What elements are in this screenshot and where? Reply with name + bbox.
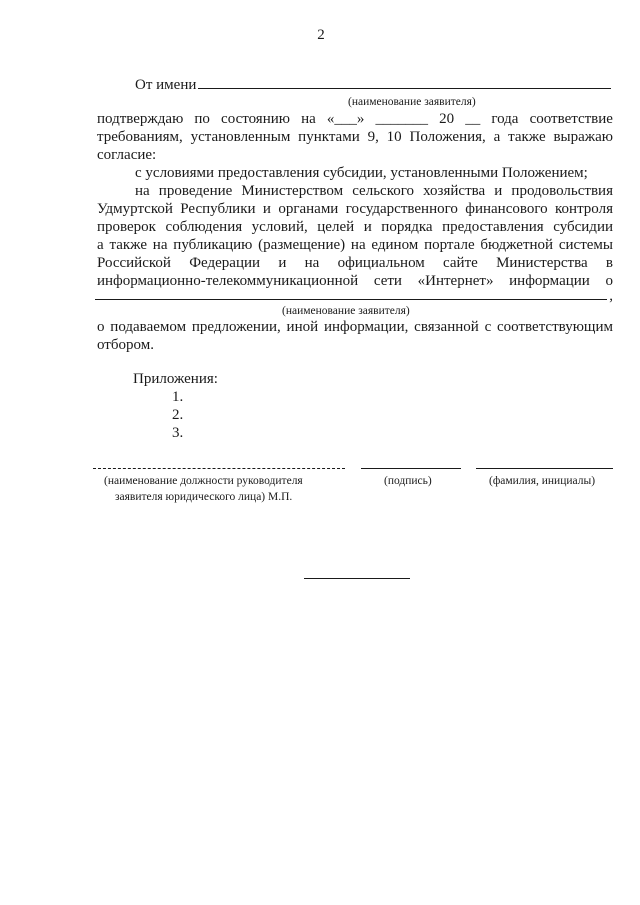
position-caption-2: заявителя юридического лица) М.П. bbox=[115, 491, 293, 503]
attachment-item-1: 1. bbox=[172, 389, 184, 405]
consent-item-2-line-2: Удмуртской Республики и органами государственного финансового контроля bbox=[97, 201, 613, 217]
word: года bbox=[491, 111, 519, 127]
consent-item-2-line-4: а также на публикацию (размещение) на едином портале бюджетной системы bbox=[97, 237, 613, 253]
from-applicant-row bbox=[135, 76, 613, 94]
position-caption-1: (наименование должности руководителя bbox=[104, 475, 303, 487]
position-signature-line bbox=[93, 468, 345, 469]
word: соответствие bbox=[529, 111, 613, 127]
word: по bbox=[194, 111, 210, 127]
applicant-caption: (наименование заявителя) bbox=[348, 96, 476, 108]
name-line bbox=[476, 468, 613, 469]
word: состоянию bbox=[221, 111, 290, 127]
attachment-item-2: 2. bbox=[172, 407, 184, 423]
proposal-line-2: отбором. bbox=[97, 337, 154, 353]
consent-item-2-line-6: информационно-телекоммуникационной сети «Интернет» информации о bbox=[97, 273, 613, 289]
word: на bbox=[301, 111, 316, 127]
consent-item-2-line-5: Российской Федерации и на официальном сайте Министерства в bbox=[97, 255, 613, 271]
confirm-line-1 bbox=[97, 110, 613, 128]
closing-rule bbox=[304, 578, 410, 579]
signature-line bbox=[361, 468, 461, 469]
word: подтверждаю bbox=[97, 111, 184, 127]
day-blank: «___» bbox=[326, 111, 365, 127]
attachments-label: Приложения: bbox=[133, 371, 218, 387]
page-number: 2 bbox=[317, 27, 325, 43]
name-caption: (фамилия, инициалы) bbox=[489, 475, 596, 487]
applicant-blank-row bbox=[95, 287, 613, 305]
confirm-line-3: согласие: bbox=[97, 147, 157, 163]
word: 20 bbox=[439, 111, 455, 127]
applicant-name-blank bbox=[198, 88, 611, 89]
attachment-item-3: 3. bbox=[172, 425, 184, 441]
consent-item-2-line-3: проверок соблюдения условий, целей и порядка предоставления субсидии bbox=[97, 219, 613, 235]
proposal-line-1: о подаваемом предложении, иной информации, связанной с соответствующим bbox=[97, 319, 613, 335]
month-blank: _______ bbox=[375, 111, 428, 127]
consent-item-1: с условиями предоставления субсидии, установленными Положением; bbox=[135, 165, 588, 181]
applicant-caption-2: (наименование заявителя) bbox=[282, 305, 410, 317]
comma: , bbox=[609, 288, 613, 304]
year-blank: __ bbox=[465, 111, 481, 127]
confirm-line-2: требованиям, установленным пунктами 9, 10 Положения, а также выражаю bbox=[97, 129, 613, 145]
consent-item-2-line-1: на проведение Министерством сельского хозяйства и продовольствия bbox=[135, 183, 613, 199]
signature-caption: (подпись) bbox=[384, 475, 432, 487]
from-label: От имени bbox=[135, 77, 197, 93]
applicant-name-blank-2 bbox=[95, 299, 607, 300]
